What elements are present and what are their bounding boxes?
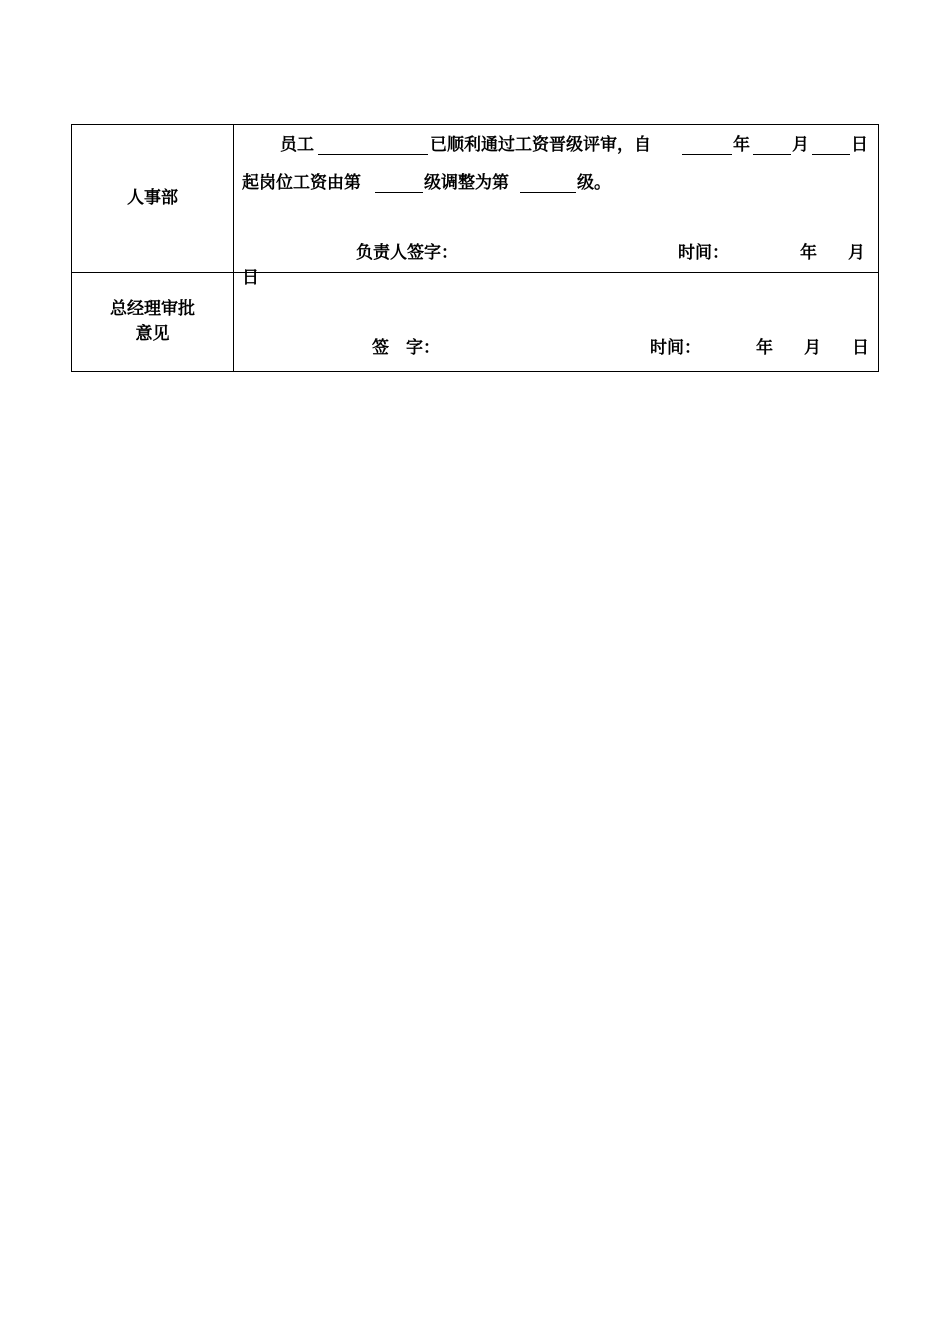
gm-signature-label: 签 字： [372, 338, 440, 358]
hr-month-label: 月 [848, 243, 865, 263]
start-year-blank [682, 154, 732, 155]
gm-year-label: 年 [756, 338, 773, 358]
hr-department-label: 人事部 [127, 188, 178, 208]
employee-name-blank [318, 154, 428, 155]
hr-department-content-cell [234, 125, 878, 288]
start-year-label: 年 [733, 135, 750, 155]
hr-department-row [72, 125, 878, 288]
gm-time-label: 时间： [650, 338, 701, 358]
level-suffix-text: 级。 [577, 173, 611, 193]
hr-year-label: 年 [800, 243, 817, 263]
hr-day-label-clipped: 日 [242, 268, 259, 288]
from-level-blank [375, 192, 423, 193]
hr-signature-label: 负责人签字： [356, 243, 458, 263]
start-day-blank [812, 154, 850, 155]
gm-approval-content-cell [234, 273, 878, 371]
gm-approval-label-line2: 意见 [135, 324, 170, 344]
hr-time-label: 时间： [678, 243, 729, 263]
approval-form-table [71, 124, 879, 372]
gm-approval-label-cell [72, 273, 234, 371]
start-month-label: 月 [792, 135, 809, 155]
to-level-blank [520, 192, 576, 193]
adjust-to-text: 级调整为第 [424, 173, 509, 193]
gm-day-label: 日 [852, 338, 869, 358]
hr-department-label-cell [72, 125, 234, 272]
gm-approval-row [72, 273, 878, 371]
passed-review-text: 已顺利通过工资晋级评审，自 [430, 135, 651, 155]
start-day-label: 日 [851, 135, 868, 155]
start-month-blank [753, 154, 791, 155]
gm-approval-label-line1: 总经理审批 [110, 299, 195, 319]
employee-label: 员工 [280, 135, 314, 155]
adjust-from-text: 起岗位工资由第 [242, 173, 361, 193]
gm-month-label: 月 [804, 338, 821, 358]
